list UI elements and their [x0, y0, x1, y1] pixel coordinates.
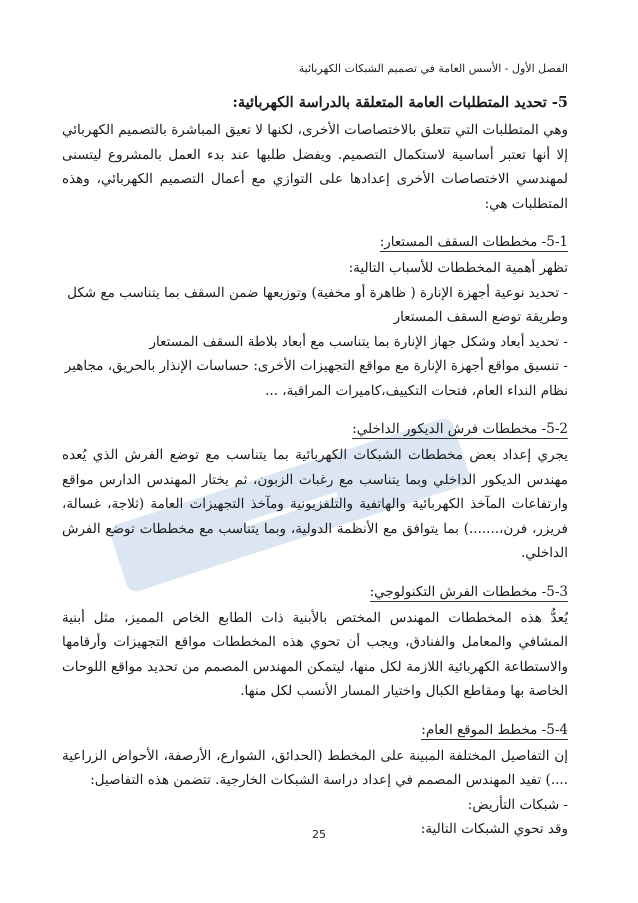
- running-header: الفصل الأول - الأسس العامة في تصميم الشبكات الكهربائية: [298, 62, 568, 75]
- closing-line: وقد تحوي الشبكات التالية:: [420, 821, 568, 837]
- subsection-paragraph-5-2: يجري إعداد بعض مخططات الشبكات الكهربائية بما يتناسب مع توضع الفرش الذي يُعده مهندس الديكور الداخلي وبما يتناسب مع رغبات الزبون، ثم يختار المهندس الدارس مواقع وارتفاعات المآخذ الكهربائية والهاتفية والتلفزيونية ومآخذ التجهيزات العامة (ثلاجة، غسالة، فريزر، فرن،.......) بما يتوافق مع الأنظمة الدولية، وبما يتناسب مع مخططات توضع الفرش الداخلي.: [62, 447, 568, 561]
- subsection-title-5-2: 5-2- مخططات فرش الديكور الداخلي:: [352, 421, 568, 437]
- section-intro: وهي المتطلبات التي تتعلق بالاختصاصات الأخرى، لكنها لا تعيق المباشرة بالتصميم الكهربائي إلا أنها تعتبر أساسية لاستكمال التصميم. ويفضل طلبها عند بدء العمل بالمشروع ليتسنى لمهندسي الاختصاصات الأخرى إعدادها على التوازي مع أعمال التصميم الكهربائي، وهذه المتطلبات هي:: [62, 122, 568, 212]
- page-content: [62, 92, 568, 842]
- bullet-item: - تنسيق مواقع أجهزة الإنارة مع مواقع التجهيزات الأخرى: حساسات الإنذار بالحريق، مجاهير نظام النداء العام، فتحات التكييف،كاميرات المراقبة، ...: [64, 358, 568, 399]
- subsection-paragraph-5-3: يُعدُّ هذه المخططات المهندس المختص بالأبنية ذات الطابع الخاص المميز، مثل أبنية المشافي والمعامل والفنادق، ويجب أن تحوي هذه المخططات مواقع التجهيزات وأرقامها والاستطاعة الكهربائية اللازمة لكل منها، ليتمكن المهندس المصمم من تحديد مواقع اللوحات الخاصة بها ومقاطع الكبال واختيار المسار الأنسب لكل منها.: [62, 609, 568, 699]
- bullet-item: - تحديد أبعاد وشكل جهاز الإنارة بما يتناسب مع أبعاد بلاطة السقف المستعار: [149, 333, 568, 350]
- subsection-title-5-4: 5-4- مخطط الموقع العام:: [421, 721, 568, 738]
- bullet-item: - شبكات التأريض:: [467, 796, 568, 813]
- subsection-paragraph-5-1: تظهر أهمية المخططات للأسباب التالية:: [348, 260, 568, 276]
- watermark-glyphs: ـــــــ: [235, 462, 341, 536]
- section-title: 5- تحديد المتطلبات العامة المتعلقة بالدراسة الكهربائية:: [232, 94, 568, 111]
- page-number: 25: [312, 828, 326, 841]
- subsection-title-5-1: 5-1- مخططات السقف المستعار:: [379, 234, 568, 250]
- subsection-title-5-3: 5-3- مخططات الفرش التكنولوجي:: [369, 583, 568, 600]
- subsection-paragraph-5-4: إن التفاصيل المختلفة المبينة على المخطط (الحدائق، الشوارع، الأرصفة، الأحواض الزراعية ....) تفيد المهندس المصمم في إعداد دراسة الشبكات الخارجية. تتضمن هذه التفاصيل:: [62, 747, 568, 788]
- bullet-item: - تحديد نوعية أجهزة الإنارة ( ظاهرة أو مخفية) وتوزيعها ضمن السقف بما يتناسب مع شكل وطريقة توضع السقف المستعار: [67, 284, 568, 325]
